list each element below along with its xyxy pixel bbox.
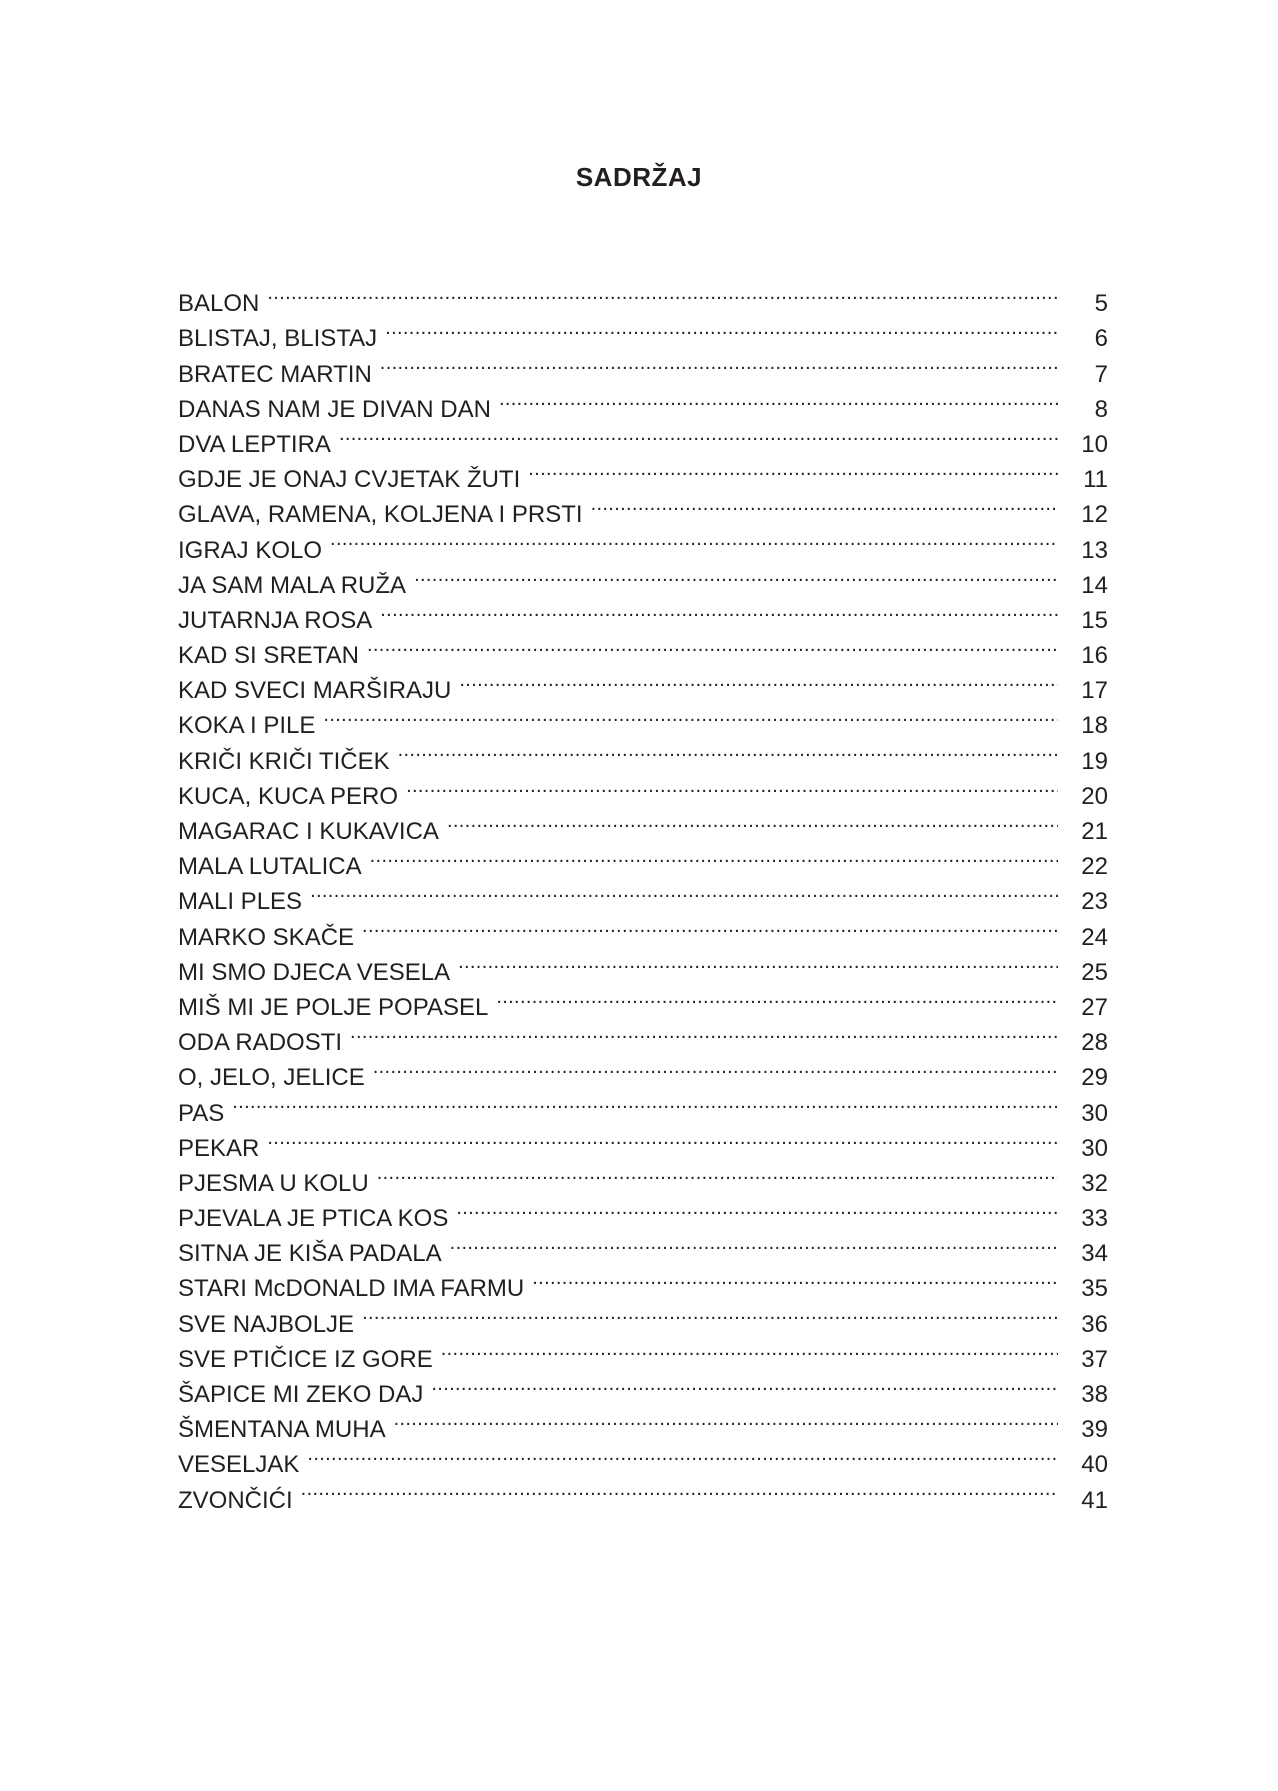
- toc-entry-page-number: 37: [1081, 1345, 1108, 1373]
- toc-entry-title: MAGARAC I KUKAVICA: [178, 818, 439, 845]
- dot-leader: [459, 663, 1058, 698]
- toc-entry[interactable]: [178, 909, 1108, 951]
- toc-entry-page-number: 17: [1081, 677, 1108, 705]
- dot-leader: [380, 346, 1058, 381]
- toc-entry-title: KUCA, KUCA PERO: [178, 782, 399, 810]
- toc-entry-page-number: 8: [1094, 395, 1108, 423]
- toc-entry-title: O, JELO, JELICE: [178, 1064, 365, 1092]
- toc-entry-title: PJEVALA JE PTICA KOS: [178, 1205, 449, 1233]
- toc-entry-title: SVE NAJBOLJE: [178, 1310, 355, 1338]
- dot-leader: [373, 1050, 1058, 1085]
- toc-entry-page-number: 24: [1081, 923, 1108, 951]
- toc-entry-title: IGRAJ KOLO: [178, 536, 323, 564]
- toc-entry-page-number: 13: [1081, 536, 1108, 564]
- toc-entry[interactable]: [178, 1085, 1108, 1127]
- toc-entry-page-number: 7: [1094, 360, 1108, 388]
- toc-entry-page-number: 36: [1081, 1310, 1108, 1338]
- toc-entry-page-number: 11: [1083, 466, 1108, 494]
- toc-entry-title: VESELJAK: [178, 1451, 300, 1479]
- table-of-contents: [178, 276, 1108, 1514]
- toc-entry-page-number: 35: [1081, 1275, 1108, 1303]
- toc-entry-title: PEKAR: [178, 1134, 260, 1162]
- toc-entry-title: MI SMO DJECA VESELA: [178, 958, 451, 986]
- dot-leader: [362, 909, 1058, 944]
- toc-entry-title: STARI McDONALD IMA FARMU: [178, 1275, 525, 1303]
- toc-entry-page-number: 28: [1081, 1029, 1108, 1057]
- dot-leader: [398, 733, 1058, 768]
- toc-entry-page-number: 10: [1081, 430, 1108, 458]
- toc-entry-page-number: 21: [1081, 818, 1108, 845]
- toc-entry-page-number: 14: [1081, 571, 1108, 599]
- toc-entry-title: BRATEC MARTIN: [178, 360, 372, 388]
- dot-leader: [406, 769, 1058, 804]
- toc-entry-title: JUTARNJA ROSA: [178, 606, 373, 634]
- toc-entry-title: KAD SVECI MARŠIRAJU: [178, 677, 452, 705]
- dot-leader: [532, 1261, 1058, 1296]
- toc-entry-page-number: 16: [1081, 642, 1108, 670]
- dot-leader: [414, 558, 1058, 593]
- toc-entry-page-number: 40: [1081, 1451, 1108, 1479]
- toc-entry-title: ŠAPICE MI ZEKO DAJ: [178, 1381, 424, 1408]
- dot-leader: [447, 804, 1058, 839]
- toc-entry[interactable]: [178, 311, 1108, 353]
- toc-entry-title: PAS: [178, 1099, 225, 1127]
- toc-entry-page-number: 6: [1094, 325, 1108, 353]
- toc-entry-title: SITNA JE KIŠA PADALA: [178, 1240, 442, 1268]
- toc-entry-page-number: 20: [1081, 782, 1108, 810]
- dot-leader: [496, 980, 1058, 1015]
- toc-entry-page-number: 33: [1081, 1205, 1108, 1233]
- toc-entry-title: MARKO SKAČE: [178, 923, 355, 951]
- toc-entry-page-number: 19: [1081, 747, 1108, 775]
- dot-leader: [394, 1402, 1058, 1437]
- dot-leader: [499, 382, 1058, 417]
- toc-entry-page-number: 27: [1081, 993, 1108, 1021]
- toc-entry-page-number: 22: [1081, 853, 1108, 881]
- dot-leader: [377, 1156, 1058, 1191]
- toc-entry-page-number: 29: [1081, 1064, 1108, 1092]
- toc-entry-page-number: 30: [1081, 1099, 1108, 1127]
- toc-entry-page-number: 39: [1081, 1416, 1108, 1444]
- toc-entry-page-number: 32: [1081, 1169, 1108, 1197]
- toc-entry-title: BLISTAJ, BLISTAJ: [178, 325, 378, 353]
- toc-entry-title: KRIČI KRIČI TIČEK: [178, 747, 390, 775]
- toc-entry-title: GDJE JE ONAJ CVJETAK ŽUTI: [178, 466, 521, 494]
- dot-leader: [310, 874, 1058, 909]
- toc-entry-title: ŠMENTANA MUHA: [178, 1416, 386, 1444]
- toc-entry-title: PJESMA U KOLU: [178, 1169, 369, 1197]
- dot-leader: [380, 593, 1058, 628]
- dot-leader: [370, 839, 1058, 874]
- toc-entry-title: DANAS NAM JE DIVAN DAN: [178, 395, 491, 423]
- toc-entry-page-number: 23: [1081, 888, 1108, 916]
- toc-entry-page-number: 15: [1081, 606, 1108, 634]
- toc-entry[interactable]: [178, 1437, 1108, 1479]
- dot-leader: [458, 945, 1058, 980]
- toc-entry-title: KOKA I PILE: [178, 712, 316, 740]
- dot-leader: [232, 1085, 1058, 1120]
- toc-entry-page-number: 12: [1081, 501, 1108, 529]
- toc-entry-title: KAD SI SRETAN: [178, 642, 359, 670]
- dot-leader: [362, 1296, 1058, 1331]
- page-title: SADRŽAJ: [575, 162, 703, 192]
- toc-entry-title: GLAVA, RAMENA, KOLJENA I PRSTI: [178, 501, 583, 529]
- toc-entry[interactable]: [178, 1156, 1108, 1197]
- dot-leader: [330, 522, 1058, 557]
- toc-entry-title: ODA RADOSTI: [178, 1029, 343, 1057]
- dot-leader: [456, 1191, 1058, 1226]
- dot-leader: [267, 276, 1058, 311]
- toc-entry-page-number: 5: [1094, 290, 1108, 318]
- dot-leader: [385, 311, 1058, 346]
- toc-entry-page-number: 34: [1081, 1240, 1108, 1268]
- dot-leader: [301, 1472, 1058, 1507]
- dot-leader: [323, 698, 1058, 733]
- dot-leader: [431, 1367, 1058, 1402]
- dot-leader: [367, 628, 1058, 663]
- toc-entry[interactable]: [178, 1121, 1108, 1162]
- toc-entry-title: BALON: [178, 290, 260, 318]
- toc-entry-page-number: 25: [1081, 958, 1108, 986]
- dot-leader: [450, 1226, 1058, 1261]
- dot-leader: [267, 1121, 1058, 1156]
- toc-entry-title: ZVONČIĆI: [178, 1486, 293, 1514]
- dot-leader: [307, 1437, 1058, 1472]
- toc-entry-page-number: 38: [1081, 1381, 1108, 1408]
- dot-leader: [441, 1332, 1058, 1367]
- toc-entry-title: DVA LEPTIRA: [178, 430, 331, 458]
- toc-entry-page-number: 18: [1081, 712, 1108, 740]
- dot-leader: [591, 487, 1058, 522]
- toc-entry[interactable]: [178, 1472, 1108, 1514]
- dot-leader: [350, 1015, 1058, 1050]
- toc-entry-page-number: 30: [1081, 1134, 1108, 1162]
- toc-entry-title: MIŠ MI JE POLJE POPASEL: [178, 993, 489, 1021]
- toc-entry-title: JA SAM MALA RUŽA: [178, 571, 407, 599]
- dot-leader: [339, 417, 1058, 452]
- dot-leader: [528, 452, 1058, 487]
- toc-entry[interactable]: [178, 276, 1108, 318]
- toc-entry-title: MALA LUTALICA: [178, 853, 362, 881]
- toc-entry-page-number: 41: [1081, 1486, 1108, 1514]
- toc-entry-title: MALI PLES: [178, 888, 303, 916]
- toc-entry-title: SVE PTIČICE IZ GORE: [178, 1345, 433, 1373]
- toc-entry[interactable]: [178, 874, 1108, 916]
